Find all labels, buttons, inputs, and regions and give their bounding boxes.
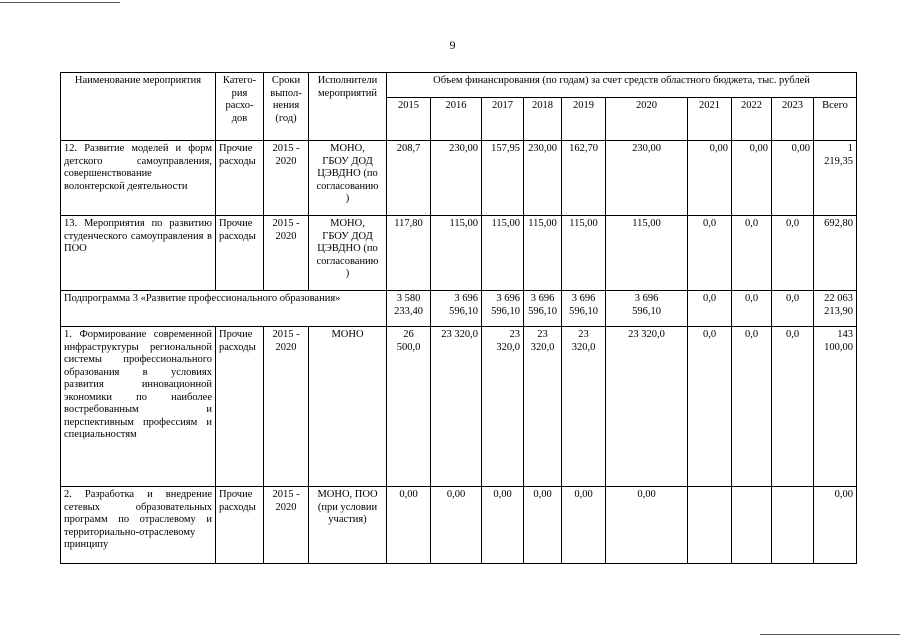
row-value: 115,00 [606, 216, 688, 291]
row-value: 115,00 [482, 216, 524, 291]
row-value [772, 487, 814, 564]
row-value: 208,7 [387, 141, 431, 216]
row-value: 0,00 [772, 141, 814, 216]
header-period: Сроки выпол- нения (год) [264, 73, 309, 141]
row-value: 0,00 [562, 487, 606, 564]
row-total: 692,80 [814, 216, 857, 291]
row-category: Прочие расходы [216, 487, 264, 564]
row-value: 0,00 [524, 487, 562, 564]
row-executor: МОНО [309, 327, 387, 487]
row-value [688, 487, 732, 564]
row-value: 0,0 [772, 216, 814, 291]
subprogram-total: 22 063 213,90 [814, 291, 857, 327]
row-value: 115,00 [431, 216, 482, 291]
subprogram-value: 3 696 596,10 [524, 291, 562, 327]
header-executor: Исполнители мероприятий [309, 73, 387, 141]
row-value: 0,0 [688, 327, 732, 487]
row-value: 26 500,0 [387, 327, 431, 487]
year-total: Всего [814, 98, 857, 141]
row-value: 23 320,0 [482, 327, 524, 487]
row-value: 0,00 [482, 487, 524, 564]
row-executor: МОНО, ПОО (при условии участия) [309, 487, 387, 564]
year-2016: 2016 [431, 98, 482, 141]
subprogram-value: 3 696 596,10 [562, 291, 606, 327]
row-value: 230,00 [431, 141, 482, 216]
year-2023: 2023 [772, 98, 814, 141]
row-value: 23 320,0 [524, 327, 562, 487]
row-value: 0,0 [772, 327, 814, 487]
table-row [61, 487, 857, 564]
row-value: 0,0 [688, 216, 732, 291]
table-row [61, 216, 857, 291]
row-name: 2. Разработка и внедрение сетевых образовательных программ по отраслевому и территориально-отраслевому принципу [61, 487, 216, 564]
row-category: Прочие расходы [216, 327, 264, 487]
subprogram-value: 3 696 596,10 [606, 291, 688, 327]
header-row [61, 73, 857, 98]
row-name: 1. Формирование современной инфраструктуры региональной системы профессионального образования в условиях развития инновационной экономики по наиболее востребованным и перспективным профессиям и специальностям [61, 327, 216, 487]
header-category: Катего- рия расхо- дов [216, 73, 264, 141]
row-total: 1 219,35 [814, 141, 857, 216]
row-value: 0,0 [732, 216, 772, 291]
row-value: 162,70 [562, 141, 606, 216]
row-value: 0,00 [732, 141, 772, 216]
year-2021: 2021 [688, 98, 732, 141]
year-2018: 2018 [524, 98, 562, 141]
year-2017: 2017 [482, 98, 524, 141]
page-number: 9 [449, 38, 456, 52]
table-row [61, 327, 857, 487]
year-2015: 2015 [387, 98, 431, 141]
row-value: 0,0 [732, 327, 772, 487]
row-value: 115,00 [524, 216, 562, 291]
subprogram-value: 3 696 596,10 [482, 291, 524, 327]
subprogram-title: Подпрограмма 3 «Развитие профессионального образования» [61, 291, 387, 327]
financing-table [60, 72, 857, 564]
scan-artifact-top [0, 2, 120, 3]
subprogram-value: 3 696 596,10 [431, 291, 482, 327]
row-total: 0,00 [814, 487, 857, 564]
row-period: 2015 - 2020 [264, 141, 309, 216]
subprogram-value: 0,0 [732, 291, 772, 327]
row-executor: МОНО, ГБОУ ДОД ЦЭВДНО (по согласованию ) [309, 141, 387, 216]
year-2019: 2019 [562, 98, 606, 141]
row-value: 230,00 [606, 141, 688, 216]
row-total: 143 100,00 [814, 327, 857, 487]
scan-artifact-bottom [760, 634, 900, 635]
row-value: 23 320,0 [606, 327, 688, 487]
row-value [732, 487, 772, 564]
year-2020: 2020 [606, 98, 688, 141]
row-period: 2015 - 2020 [264, 327, 309, 487]
row-value: 117,80 [387, 216, 431, 291]
subprogram-row [61, 291, 857, 327]
row-name: 12. Развитие моделей и форм детского самоуправления, совершенствование волонтерской деятельности [61, 141, 216, 216]
row-value: 157,95 [482, 141, 524, 216]
row-category: Прочие расходы [216, 141, 264, 216]
row-value: 0,00 [688, 141, 732, 216]
subprogram-value: 3 580 233,40 [387, 291, 431, 327]
row-value: 23 320,0 [431, 327, 482, 487]
year-2022: 2022 [732, 98, 772, 141]
row-value: 23 320,0 [562, 327, 606, 487]
row-period: 2015 - 2020 [264, 216, 309, 291]
subprogram-value: 0,0 [772, 291, 814, 327]
row-value: 230,00 [524, 141, 562, 216]
row-value: 0,00 [431, 487, 482, 564]
row-name: 13. Мероприятия по развитию студенческого самоуправления в ПОО [61, 216, 216, 291]
header-funding: Объем финансирования (по годам) за счет средств областного бюджета, тыс. рублей [387, 73, 857, 98]
row-value: 0,00 [387, 487, 431, 564]
row-value: 0,00 [606, 487, 688, 564]
header-name: Наименование мероприятия [61, 73, 216, 141]
row-executor: МОНО, ГБОУ ДОД ЦЭВДНО (по согласованию ) [309, 216, 387, 291]
row-category: Прочие расходы [216, 216, 264, 291]
table-row [61, 141, 857, 216]
row-value: 115,00 [562, 216, 606, 291]
subprogram-value: 0,0 [688, 291, 732, 327]
row-period: 2015 - 2020 [264, 487, 309, 564]
